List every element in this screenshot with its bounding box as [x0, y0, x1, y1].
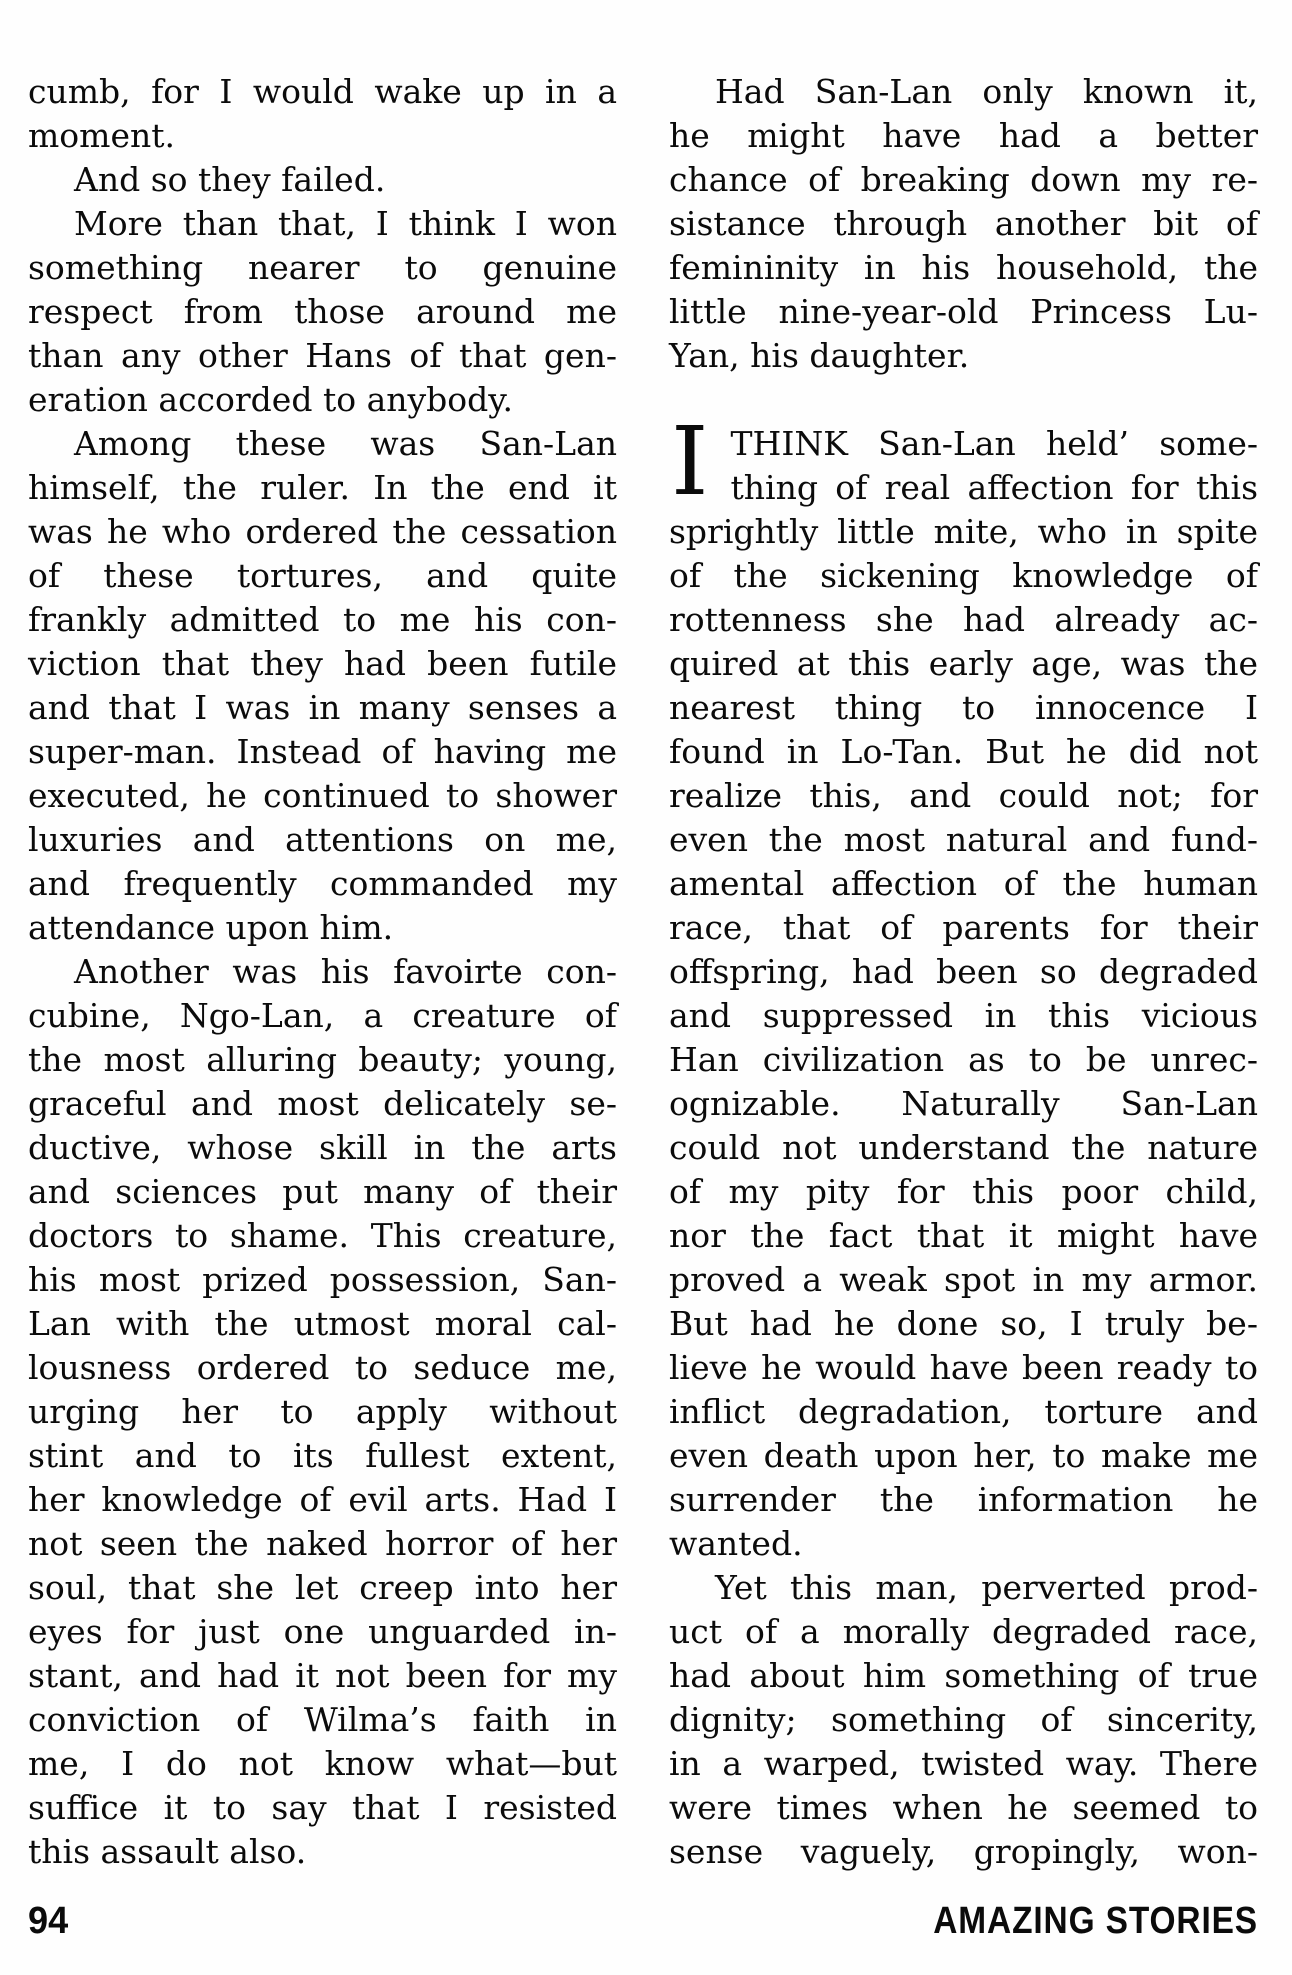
text-line: than any other Hans of that gen- [28, 336, 617, 375]
text-line: frankly admitted to me his con- [28, 600, 617, 639]
page-footer [28, 1900, 1258, 1943]
text-line: moment. [28, 116, 175, 155]
text-line: in a warped, twisted way. There [669, 1744, 1258, 1783]
text-line: Had San-Lan only known it, [715, 72, 1258, 111]
text-line: super-man. Instead of having me [28, 732, 617, 771]
text-line: graceful and most delicately se- [28, 1084, 617, 1123]
text-line: something nearer to genuine [28, 248, 617, 287]
text-line: found in Lo-Tan. But he did not [669, 732, 1258, 771]
text-line: chance of breaking down my re- [669, 160, 1258, 199]
text-line: stant, and had it not been for my [28, 1656, 617, 1695]
text-line: ductive, whose skill in the arts [28, 1128, 617, 1167]
text-line: conviction of Wilma’s faith in [28, 1700, 617, 1739]
text-line: his most prized possession, San- [28, 1260, 617, 1299]
text-line: could not understand the nature [669, 1128, 1258, 1167]
text-line: this assault also. [28, 1832, 307, 1871]
text-line: he might have had a better [669, 116, 1258, 155]
text-line: her knowledge of evil arts. Had I [28, 1480, 617, 1519]
text-line: of my pity for this poor child, [669, 1172, 1258, 1211]
text-line: wanted. [669, 1524, 803, 1563]
text-line: and sciences put many of their [28, 1172, 617, 1211]
text-line: and suppressed in this vicious [669, 996, 1258, 1035]
right-column [669, 70, 1258, 1874]
drop-cap-paragraph [669, 407, 1258, 1566]
magazine-title: AMAZING STORIES [933, 1900, 1258, 1942]
page-number: 94 [28, 1900, 69, 1942]
text-line: THINK San-Lan held’ some- [730, 424, 1258, 463]
text-line: proved a weak spot in my armor. [669, 1260, 1258, 1299]
text-line: eyes for just one unguarded in- [28, 1612, 617, 1651]
text-line: little nine-year-old Princess Lu- [669, 292, 1258, 331]
text-line: luxuries and attentions on me, [28, 820, 617, 859]
paragraph [28, 422, 617, 950]
text-line: lieve he would have been ready to [669, 1348, 1258, 1387]
text-line: soul, that she let creep into her [28, 1568, 617, 1607]
text-line: But had he done so, I truly be- [669, 1304, 1258, 1343]
text-line: even the most natural and fund- [669, 820, 1258, 859]
text-line: nearest thing to innocence I [669, 688, 1258, 727]
text-line: surrender the information he [669, 1480, 1258, 1519]
text-line: amental affection of the human [669, 864, 1258, 903]
paragraph [28, 950, 617, 1874]
text-line: thing of real affection for this [730, 468, 1258, 507]
drop-cap-letter: I [671, 407, 709, 517]
text-line: And so they failed. [74, 160, 386, 199]
text-line: quired at this early age, was the [669, 644, 1258, 683]
text-line: himself, the ruler. In the end it [28, 468, 617, 507]
text-line: were times when he seemed to [669, 1788, 1258, 1827]
text-line: stint and to its fullest extent, [28, 1436, 617, 1475]
text-line: even death upon her, to make me [669, 1436, 1258, 1475]
text-line: and frequently commanded my [28, 864, 617, 903]
paragraph [669, 1566, 1258, 1874]
text-line: Yet this man, perverted prod- [715, 1568, 1258, 1607]
text-line: lousness ordered to seduce me, [28, 1348, 617, 1387]
text-line: Among these was San-Lan [74, 424, 617, 463]
text-line: viction that they had been futile [28, 644, 617, 683]
text-line: race, that of parents for their [669, 908, 1258, 947]
text-line: More than that, I think I won [74, 204, 617, 243]
text-line: sprightly little mite, who in spite [669, 512, 1258, 551]
text-line: ognizable. Naturally San-Lan [669, 1084, 1258, 1123]
text-line: respect from those around me [28, 292, 617, 331]
text-line: of the sickening knowledge of [669, 556, 1258, 595]
left-column [28, 70, 617, 1874]
text-line: Yan, his daughter. [669, 336, 970, 375]
text-line: and that I was in many senses a [28, 688, 617, 727]
text-line: realize this, and could not; for [669, 776, 1258, 815]
text-line: sistance through another bit of [669, 204, 1258, 243]
text-line: suffice it to say that I resisted [28, 1788, 617, 1827]
text-line: the most alluring beauty; young, [28, 1040, 617, 1079]
text-line: offspring, had been so degraded [669, 952, 1258, 991]
text-line: eration accorded to anybody. [28, 380, 514, 419]
paragraph [28, 70, 617, 158]
text-line: urging her to apply without [28, 1392, 617, 1431]
text-line: not seen the naked horror of her [28, 1524, 617, 1563]
text-line: sense vaguely, gropingly, won- [669, 1832, 1258, 1871]
text-line: Lan with the utmost moral cal- [28, 1304, 617, 1343]
text-line: cubine, Ngo-Lan, a creature of [28, 996, 617, 1035]
text-line: Another was his favoirte con- [74, 952, 617, 991]
text-line: doctors to shame. This creature, [28, 1216, 617, 1255]
text-line: cumb, for I would wake up in a [28, 72, 617, 111]
text-line: Han civilization as to be unrec- [669, 1040, 1258, 1079]
text-line: of these tortures, and quite [28, 556, 617, 595]
paragraph [669, 70, 1258, 378]
text-line: femininity in his household, the [669, 248, 1258, 287]
text-line: uct of a morally degraded race, [669, 1612, 1258, 1651]
text-line: attendance upon him. [28, 908, 394, 947]
text-line: had about him something of true [669, 1656, 1258, 1695]
text-line: was he who ordered the cessation [28, 512, 617, 551]
text-line: rottenness she had already ac- [669, 600, 1258, 639]
paragraph [28, 202, 617, 422]
text-columns [28, 70, 1258, 1874]
text-line: inflict degradation, torture and [669, 1392, 1258, 1431]
text-line: executed, he continued to shower [28, 776, 617, 815]
text-line: nor the fact that it might have [669, 1216, 1258, 1255]
paragraph [28, 158, 617, 202]
text-line: dignity; something of sincerity, [669, 1700, 1258, 1739]
text-line: me, I do not know what—but [28, 1744, 617, 1783]
